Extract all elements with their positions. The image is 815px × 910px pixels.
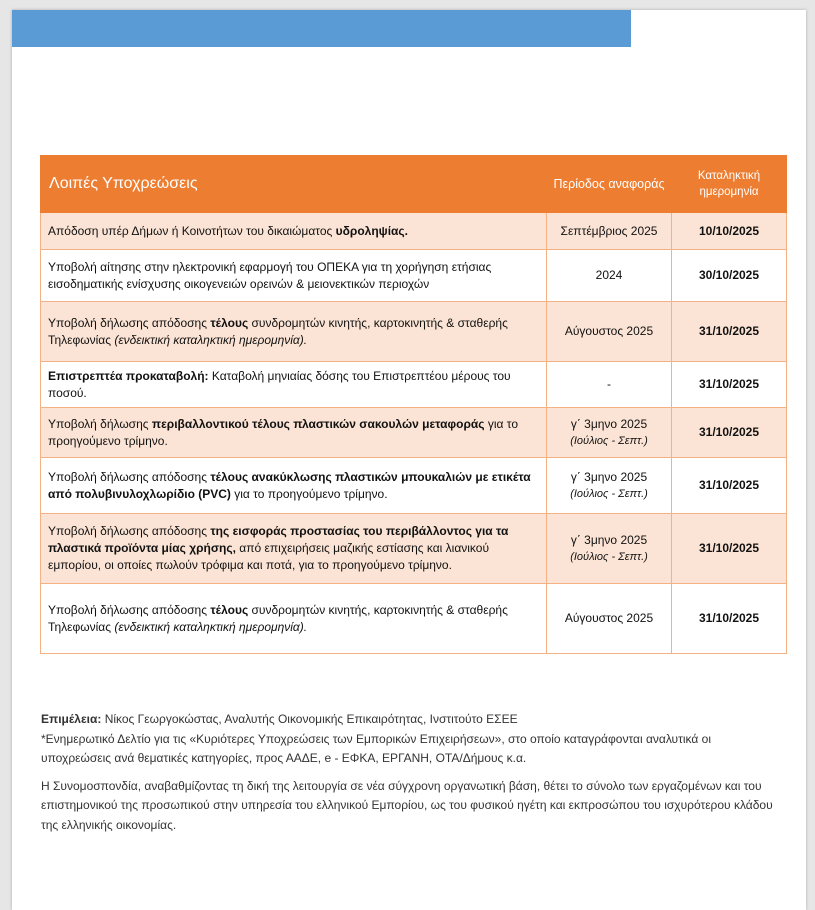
period-cell: Αύγουστος 2025	[547, 584, 672, 654]
obligation-cell: Υποβολή δήλωσης απόδοσης τέλους συνδρομητών κινητής, καρτοκινητής & σταθερής Τηλεφωνίας (ενδεικτική καταληκτική ημερομηνία).	[41, 302, 547, 362]
table-row	[41, 458, 787, 514]
obligation-cell: Υποβολή δήλωσης περιβαλλοντικού τέλους πλαστικών σακουλών μεταφοράς για το προηγούμενο τρίμηνο.	[41, 408, 547, 458]
document-page	[12, 10, 806, 910]
obligation-cell: Υποβολή δήλωσης απόδοσης τέλους ανακύκλωσης πλαστικών μπουκαλιών με ετικέτα από πολυβινυλοχλωρίδιο (PVC) για το προηγούμενο τρίμηνο.	[41, 458, 547, 514]
obligation-cell: Υποβολή δήλωσης απόδοσης της εισφοράς προστασίας του περιβάλλοντος για τα πλαστικά προϊόντα μίας χρήσης, από επιχειρήσεις μαζικής εστίασης και λιανικού εμπορίου, οι οποίες πωλούν τρόφιμα και ποτά, για το προηγούμενο τρίμηνο.	[41, 514, 547, 584]
table-row	[41, 514, 787, 584]
deadline-cell: 31/10/2025	[672, 302, 787, 362]
period-cell: γ΄ 3μηνο 2025 (Ιούλιος - Σεπτ.)	[547, 514, 672, 584]
table-row	[41, 213, 787, 250]
editor-text: Νίκος Γεωργοκώστας, Αναλυτής Οικονομικής Επικαιρότητας, Ινστιτούτο ΕΣΕΕ	[101, 712, 518, 726]
period-cell: Σεπτέμβριος 2025	[547, 213, 672, 250]
obligations-table	[40, 155, 787, 654]
obligation-cell: Επιστρεπτέα προκαταβολή: Καταβολή μηνιαίας δόσης του Επιστρεπτέου μέρους του ποσού.	[41, 362, 547, 408]
obligation-cell: Απόδοση υπέρ Δήμων ή Κοινοτήτων του δικαιώματος υδροληψίας.	[41, 213, 547, 250]
deadline-cell: 31/10/2025	[672, 584, 787, 654]
table-row	[41, 584, 787, 654]
deadline-cell: 30/10/2025	[672, 250, 787, 302]
deadline-cell: 31/10/2025	[672, 458, 787, 514]
table-row	[41, 302, 787, 362]
period-cell: γ΄ 3μηνο 2025 (Ιούλιος - Σεπτ.)	[547, 408, 672, 458]
period-cell: Αύγουστος 2025	[547, 302, 672, 362]
period-cell: -	[547, 362, 672, 408]
editor-label: Επιμέλεια:	[41, 712, 102, 726]
deadline-cell: 31/10/2025	[672, 514, 787, 584]
header-banner	[12, 10, 631, 47]
table-row	[41, 250, 787, 302]
table-row	[41, 408, 787, 458]
obligation-cell: Υποβολή αίτησης στην ηλεκτρονική εφαρμογή του ΟΠΕΚΑ για τη χορήγηση ετήσιας εισοδηματικής ενίσχυσης οικογενειών ορεινών & μειονεκτικών περιοχών	[41, 250, 547, 302]
header-title: Λοιπές Υποχρεώσεις	[41, 156, 547, 213]
deadline-cell: 31/10/2025	[672, 408, 787, 458]
obligation-cell: Υποβολή δήλωσης απόδοσης τέλους συνδρομητών κινητής, καρτοκινητής & σταθερής Τηλεφωνίας (ενδεικτική καταληκτική ημερομηνία).	[41, 584, 547, 654]
footer	[41, 710, 781, 843]
deadline-cell: 10/10/2025	[672, 213, 787, 250]
footer-paragraph: Η Συνομοσπονδία, αναβαθμίζοντας τη δική της λειτουργία σε νέα σύγχρονη οργανωτική βάση, θέτει το σύνολο των εργαζομένων και του επιστημονικού της προσωπικού στην υπηρεσία του ελληνικού Εμπορίου, ως του φυσικού ηγέτη και εκπροσώπου του ισχυρότερου κλάδου της ελληνικής οικονομίας.	[41, 778, 773, 832]
table-row	[41, 362, 787, 408]
period-cell: γ΄ 3μηνο 2025 (Ιούλιος - Σεπτ.)	[547, 458, 672, 514]
deadline-cell: 31/10/2025	[672, 362, 787, 408]
period-cell: 2024	[547, 250, 672, 302]
header-deadline: Καταληκτική ημερομηνία	[672, 156, 787, 213]
header-period: Περίοδος αναφοράς	[547, 156, 672, 213]
table-header	[41, 156, 787, 213]
footer-note: *Ενημερωτικό Δελτίο για τις «Κυριότερες Υποχρεώσεις των Εμπορικών Επιχειρήσεων», στο οποίο καταγράφονται αναλυτικά οι υποχρεώσεις ανά θεματικές κατηγορίες, προς ΑΑΔΕ, e - ΕΦΚΑ, ΕΡΓΑΝΗ, ΟΤΑ/Δήμους κ.α.	[41, 731, 711, 765]
